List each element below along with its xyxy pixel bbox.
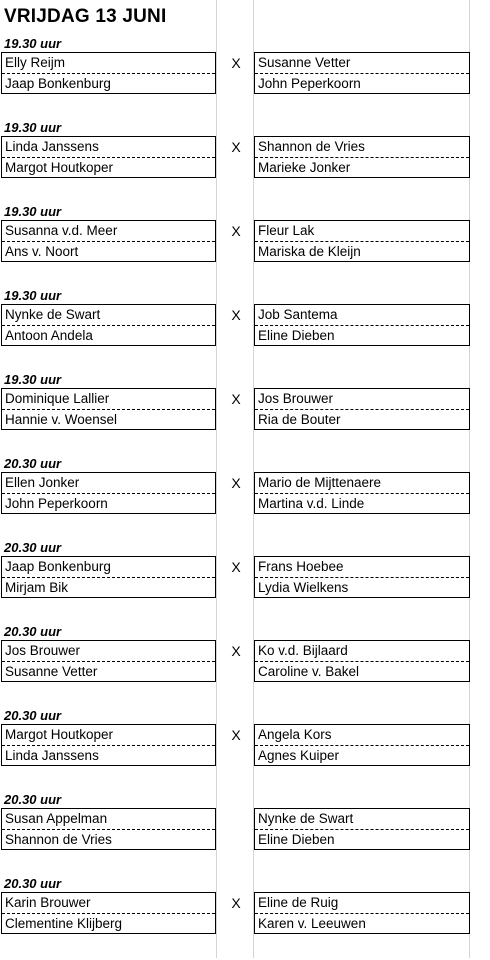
away-player-2[interactable]: Caroline v. Bakel: [258, 664, 360, 679]
match-block: [0, 288, 490, 372]
home-player-2[interactable]: Clementine Klijberg: [5, 916, 123, 931]
match-time: 20.30 uur: [4, 540, 62, 555]
home-player-1[interactable]: Ellen Jonker: [2, 473, 215, 494]
match-block: [0, 120, 490, 204]
home-player-2[interactable]: Jaap Bonkenburg: [5, 76, 111, 91]
match-block: [0, 36, 490, 120]
versus-marker: X: [231, 391, 241, 407]
match-time: 19.30 uur: [4, 372, 62, 387]
home-pair: [1, 52, 216, 94]
match-time: 19.30 uur: [4, 120, 62, 135]
away-player-1[interactable]: Jos Brouwer: [255, 389, 469, 410]
away-player-2[interactable]: Marieke Jonker: [258, 160, 351, 175]
versus-marker: X: [231, 223, 241, 239]
match-time: 19.30 uur: [4, 204, 62, 219]
away-player-2[interactable]: Ria de Bouter: [258, 412, 341, 427]
home-player-2[interactable]: Susanne Vetter: [5, 664, 98, 679]
home-pair: [1, 220, 216, 262]
home-pair: [1, 304, 216, 346]
away-player-2[interactable]: Martina v.d. Linde: [258, 496, 365, 511]
match-block: [0, 792, 490, 876]
versus-marker: X: [231, 643, 241, 659]
home-player-2[interactable]: Hannie v. Woensel: [5, 412, 118, 427]
away-player-1[interactable]: Shannon de Vries: [255, 137, 469, 158]
home-player-2[interactable]: Linda Janssens: [5, 748, 99, 763]
home-player-1[interactable]: Elly Reijm: [2, 53, 215, 74]
away-player-1[interactable]: Angela Kors: [255, 725, 469, 746]
away-player-2[interactable]: Agnes Kuiper: [258, 748, 340, 763]
versus-marker: X: [231, 55, 241, 71]
home-player-1[interactable]: Linda Janssens: [2, 137, 215, 158]
home-player-1[interactable]: Dominique Lallier: [2, 389, 215, 410]
versus-marker: X: [231, 559, 241, 575]
home-player-2[interactable]: Antoon Andela: [5, 328, 93, 343]
away-player-2[interactable]: John Peperkoorn: [258, 76, 361, 91]
away-player-1[interactable]: Frans Hoebee: [255, 557, 469, 578]
versus-marker: X: [231, 139, 241, 155]
match-block: [0, 204, 490, 288]
away-player-1[interactable]: Mario de Mijttenaere: [255, 473, 469, 494]
home-player-1[interactable]: Jaap Bonkenburg: [2, 557, 215, 578]
match-time: 20.30 uur: [4, 708, 62, 723]
away-pair: [254, 892, 470, 934]
away-pair: [254, 556, 470, 598]
away-pair: [254, 640, 470, 682]
home-pair: [1, 136, 216, 178]
match-block: [0, 456, 490, 540]
away-pair: [254, 136, 470, 178]
away-player-1[interactable]: Ko v.d. Bijlaard: [255, 641, 469, 662]
home-player-2[interactable]: Margot Houtkoper: [5, 160, 114, 175]
versus-marker: [228, 809, 244, 829]
home-player-1[interactable]: Karin Brouwer: [2, 893, 215, 914]
match-block: [0, 624, 490, 708]
away-player-2[interactable]: Eline Dieben: [258, 328, 335, 343]
away-pair: [254, 52, 470, 94]
away-pair: [254, 388, 470, 430]
home-player-1[interactable]: Margot Houtkoper: [2, 725, 215, 746]
match-time: 20.30 uur: [4, 624, 62, 639]
away-player-2[interactable]: Karen v. Leeuwen: [258, 916, 366, 931]
home-pair: [1, 388, 216, 430]
home-player-2[interactable]: John Peperkoorn: [5, 496, 108, 511]
away-pair: [254, 724, 470, 766]
versus-marker: X: [231, 895, 241, 911]
page-title: VRIJDAG 13 JUNI: [4, 6, 167, 27]
away-pair: [254, 304, 470, 346]
away-player-1[interactable]: Fleur Lak: [255, 221, 469, 242]
match-time: 19.30 uur: [4, 288, 62, 303]
home-pair: [1, 808, 216, 850]
home-pair: [1, 724, 216, 766]
match-block: [0, 540, 490, 624]
home-player-2[interactable]: Ans v. Noort: [5, 244, 79, 259]
home-player-1[interactable]: Jos Brouwer: [2, 641, 215, 662]
away-pair: [254, 220, 470, 262]
match-block: [0, 708, 490, 792]
away-player-2[interactable]: Eline Dieben: [258, 832, 335, 847]
home-player-1[interactable]: Susan Appelman: [2, 809, 215, 830]
away-pair: [254, 472, 470, 514]
match-block: [0, 372, 490, 456]
home-player-1[interactable]: Susanna v.d. Meer: [2, 221, 215, 242]
away-player-1[interactable]: Eline de Ruig: [255, 893, 469, 914]
match-time: 20.30 uur: [4, 792, 62, 807]
versus-marker: X: [231, 475, 241, 491]
versus-marker: X: [231, 727, 241, 743]
match-time: 19.30 uur: [4, 36, 62, 51]
versus-marker: X: [231, 307, 241, 323]
home-pair: [1, 892, 216, 934]
away-pair: [254, 808, 470, 850]
match-time: 20.30 uur: [4, 876, 62, 891]
home-pair: [1, 640, 216, 682]
away-player-1[interactable]: Nynke de Swart: [255, 809, 469, 830]
away-player-1[interactable]: Susanne Vetter: [255, 53, 469, 74]
match-block: [0, 876, 490, 960]
match-time: 20.30 uur: [4, 456, 62, 471]
home-pair: [1, 472, 216, 514]
home-player-2[interactable]: Mirjam Bik: [5, 580, 68, 595]
home-player-2[interactable]: Shannon de Vries: [5, 832, 112, 847]
away-player-1[interactable]: Job Santema: [255, 305, 469, 326]
home-pair: [1, 556, 216, 598]
away-player-2[interactable]: Lydia Wielkens: [258, 580, 349, 595]
home-player-1[interactable]: Nynke de Swart: [2, 305, 215, 326]
away-player-2[interactable]: Mariska de Kleijn: [258, 244, 361, 259]
